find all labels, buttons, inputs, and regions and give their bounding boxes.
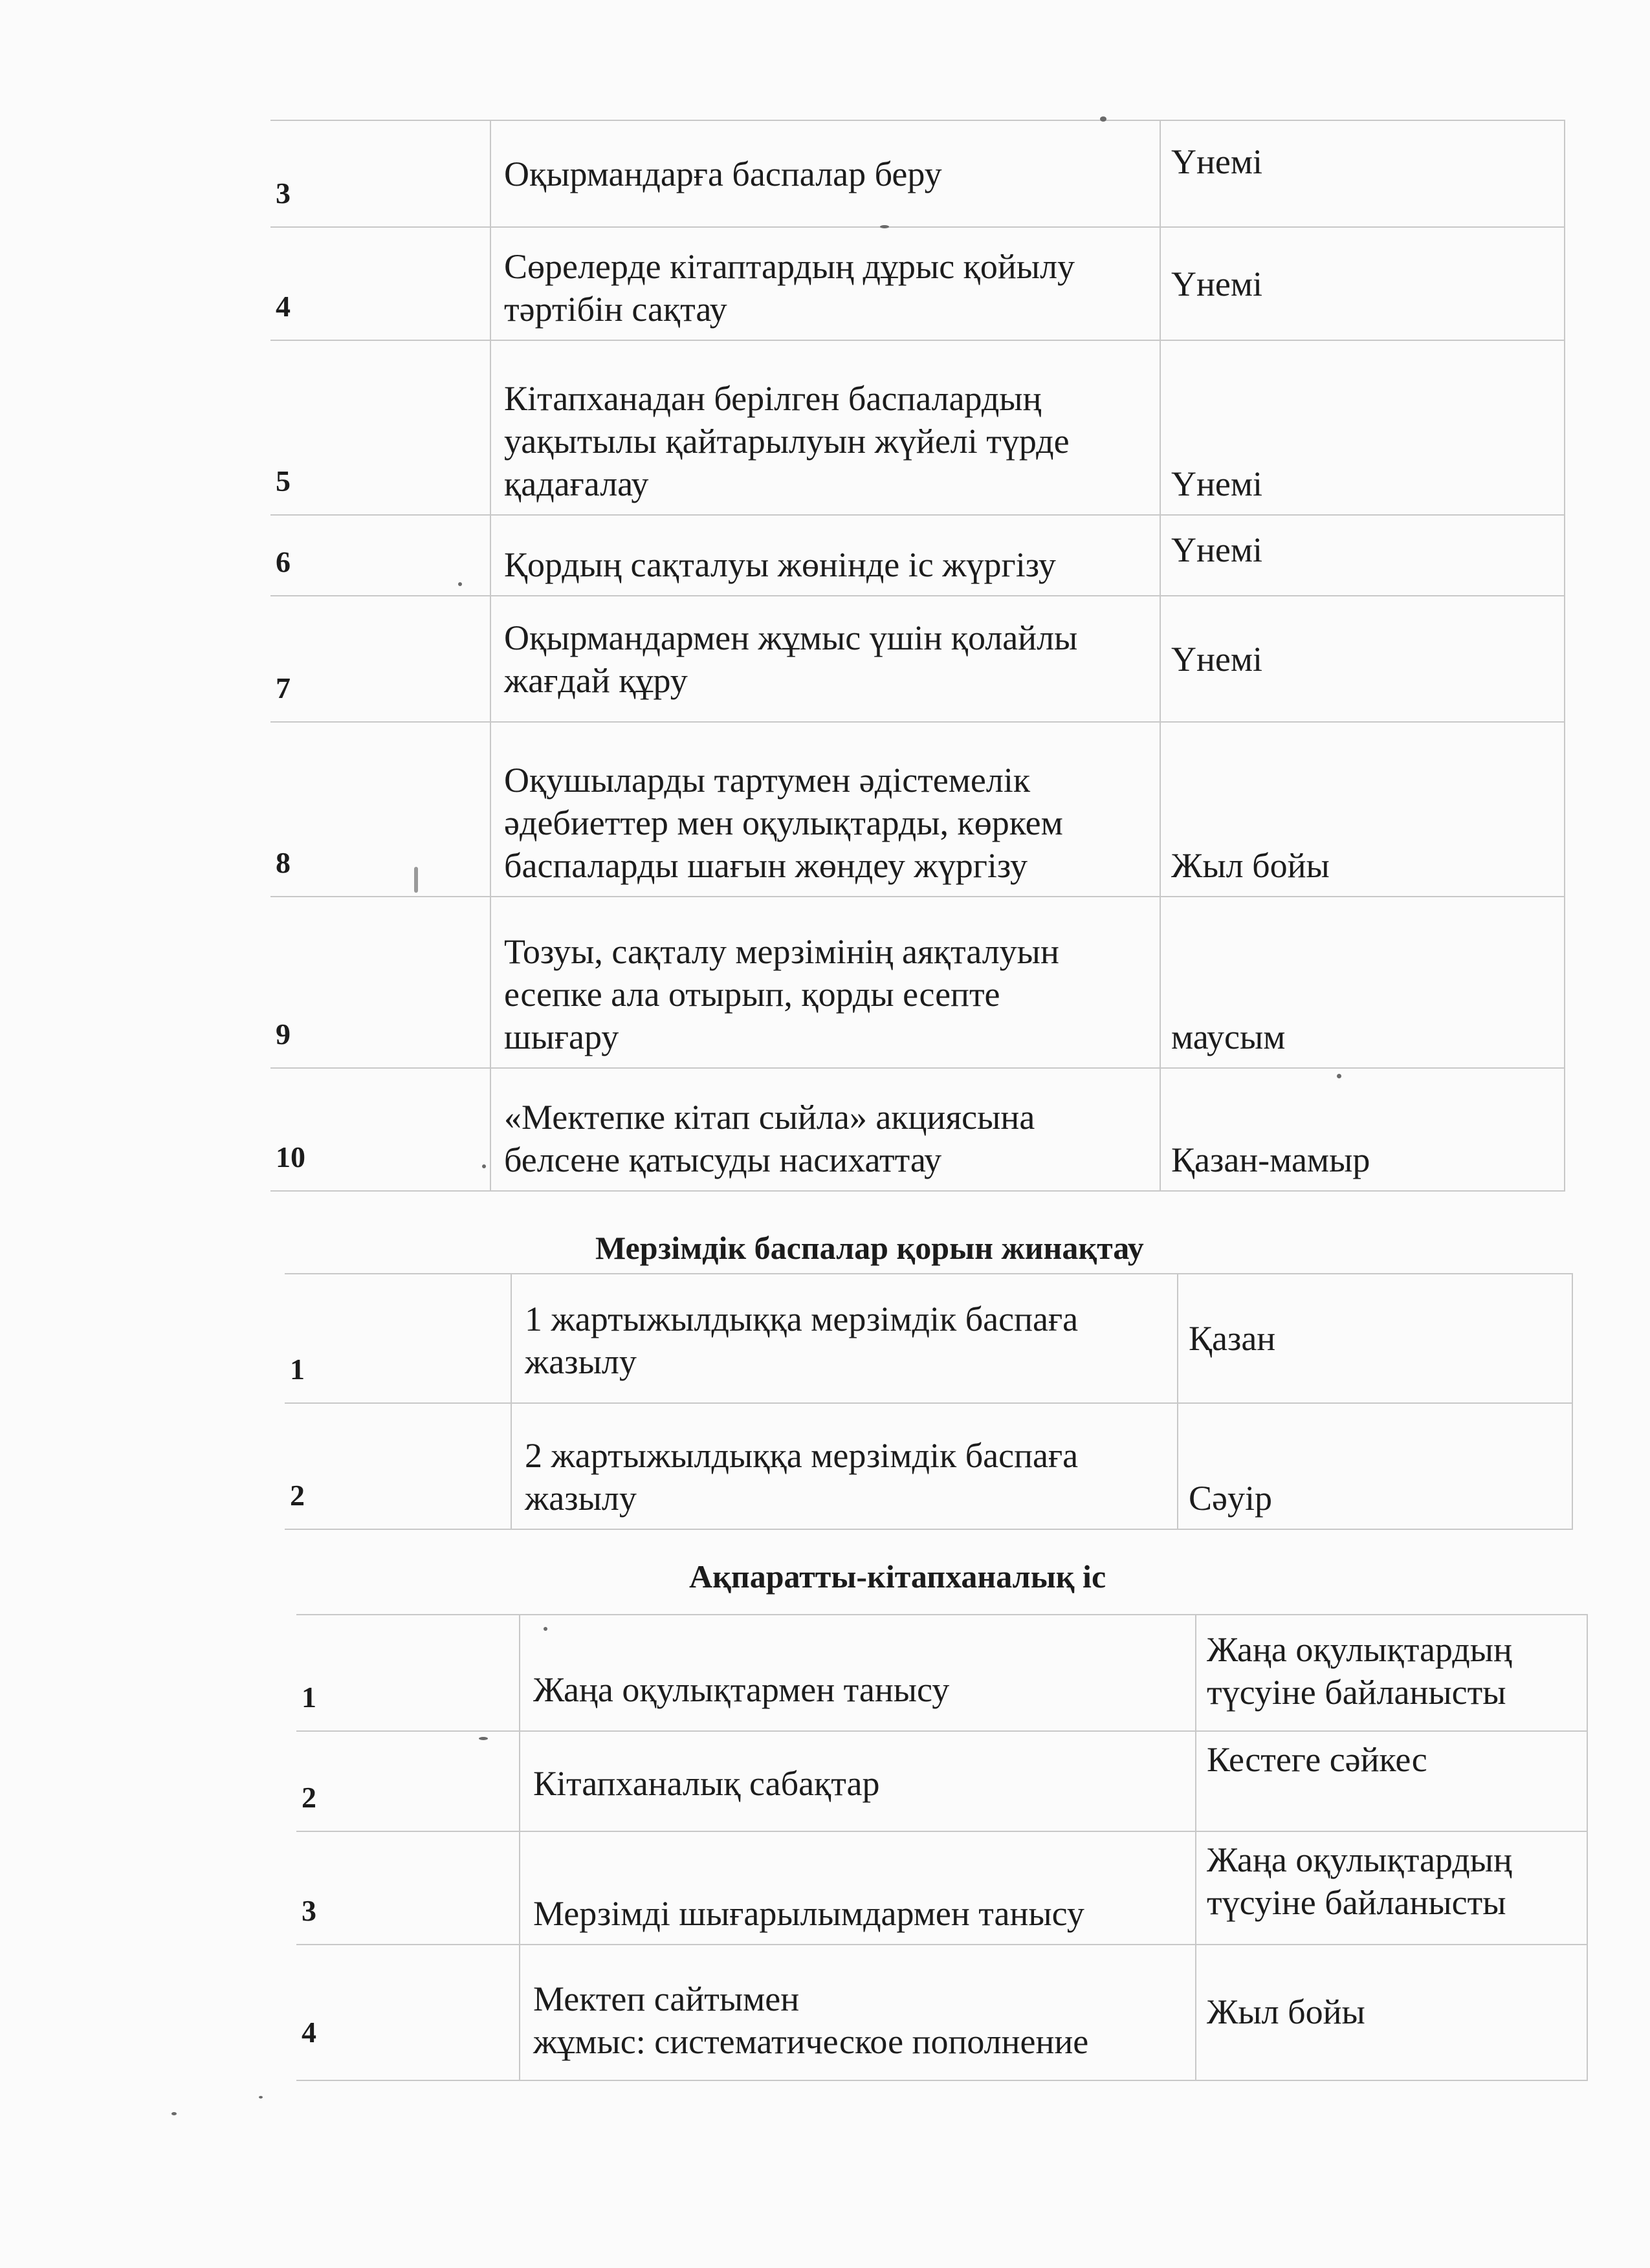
activity-cell: Тозуы, сақталу мерзімінің аяқталуын есепке ала отырып, қорды есепте шығару xyxy=(490,897,1160,1068)
scan-speck xyxy=(1100,116,1106,122)
term-cell: Үнемі xyxy=(1160,515,1565,596)
activity-cell: Оқушыларды тартумен әдістемелік әдебиеттер мен оқулықтарды, көркем баспаларды шағын жөндеу жүргізу xyxy=(490,722,1160,897)
activity-cell: Мектеп сайтымен жұмыс: систематическое пополнение xyxy=(520,1945,1196,2080)
scan-speck xyxy=(482,1164,486,1168)
row-number: 3 xyxy=(270,120,490,227)
scan-speck xyxy=(1337,1074,1341,1078)
table-row xyxy=(296,1831,1587,1945)
table-row xyxy=(270,120,1565,227)
activity-cell: Сөрелерде кітаптардың дұрыс қойылу тәртібін сақтау xyxy=(490,227,1160,340)
term-cell: маусым xyxy=(1160,897,1565,1068)
section-title-info: Ақпаратты-кітапханалық іс xyxy=(689,1558,1106,1595)
term-cell: Үнемі xyxy=(1160,596,1565,722)
row-number: 1 xyxy=(285,1274,511,1403)
scan-speck xyxy=(259,2096,263,2099)
row-number: 6 xyxy=(270,515,490,596)
activity-cell: Кітапханалық сабақтар xyxy=(520,1731,1196,1831)
row-number: 4 xyxy=(296,1945,520,2080)
periodicals-table xyxy=(285,1273,1573,1530)
table-row xyxy=(296,1731,1587,1831)
term-cell: Үнемі xyxy=(1160,227,1565,340)
row-number: 7 xyxy=(270,596,490,722)
row-number: 9 xyxy=(270,897,490,1068)
table-row xyxy=(270,227,1565,340)
term-cell: Жыл бойы xyxy=(1160,722,1565,897)
term-cell: Жыл бойы xyxy=(1196,1945,1587,2080)
term-cell: Қазан xyxy=(1178,1274,1572,1403)
row-number: 1 xyxy=(296,1615,520,1731)
activity-cell: 1 жартыжылдыққа мерзімдік баспаға жазылу xyxy=(511,1274,1178,1403)
term-cell: Үнемі xyxy=(1160,120,1565,227)
table-row xyxy=(270,722,1565,897)
activity-cell: Мерзімді шығарылымдармен танысу xyxy=(520,1831,1196,1945)
table-row xyxy=(270,340,1565,515)
scan-speck xyxy=(479,1737,488,1740)
scan-speck xyxy=(880,225,889,228)
table-row xyxy=(270,897,1565,1068)
table-row xyxy=(270,1068,1565,1191)
activity-cell: Кітапханадан берілген баспалардың уақытылы қайтарылуын жүйелі түрде қадағалау xyxy=(490,340,1160,515)
table-row xyxy=(270,515,1565,596)
table-row xyxy=(285,1274,1572,1403)
table-row xyxy=(285,1403,1572,1529)
row-number: 8 xyxy=(270,722,490,897)
activity-cell: 2 жартыжылдыққа мерзімдік баспаға жазылу xyxy=(511,1403,1178,1529)
term-cell: Сәуір xyxy=(1178,1403,1572,1529)
row-number: 4 xyxy=(270,227,490,340)
scan-speck xyxy=(414,867,418,893)
row-number: 5 xyxy=(270,340,490,515)
term-cell: Жаңа оқулықтардың түсуіне байланысты xyxy=(1196,1831,1587,1945)
scan-speck xyxy=(544,1627,547,1631)
activity-cell: «Мектепке кітап сыйла» акциясына белсене қатысуды насихаттау xyxy=(490,1068,1160,1191)
main-activities-table xyxy=(270,120,1565,1192)
term-cell: Қазан-мамыр xyxy=(1160,1068,1565,1191)
row-number: 3 xyxy=(296,1831,520,1945)
info-activities-table xyxy=(296,1614,1588,2081)
activity-cell: Оқырмандарға баспалар беру xyxy=(490,120,1160,227)
row-number: 2 xyxy=(285,1403,511,1529)
scan-speck xyxy=(171,2112,177,2115)
table-row xyxy=(296,1615,1587,1731)
scan-speck xyxy=(458,582,462,586)
activity-cell: Оқырмандармен жұмыс үшін қолайлы жағдай құру xyxy=(490,596,1160,722)
activity-cell: Қордың сақталуы жөнінде іс жүргізу xyxy=(490,515,1160,596)
section-title-periodicals: Мерзімдік баспалар қорын жинақтау xyxy=(595,1230,1144,1266)
activity-cell: Жаңа оқулықтармен танысу xyxy=(520,1615,1196,1731)
term-cell: Үнемі xyxy=(1160,340,1565,515)
row-number: 10 xyxy=(270,1068,490,1191)
table-row xyxy=(270,596,1565,722)
table-row xyxy=(296,1945,1587,2080)
row-number: 2 xyxy=(296,1731,520,1831)
term-cell: Жаңа оқулықтардың түсуіне байланысты xyxy=(1196,1615,1587,1731)
term-cell: Кестеге сәйкес xyxy=(1196,1731,1587,1831)
